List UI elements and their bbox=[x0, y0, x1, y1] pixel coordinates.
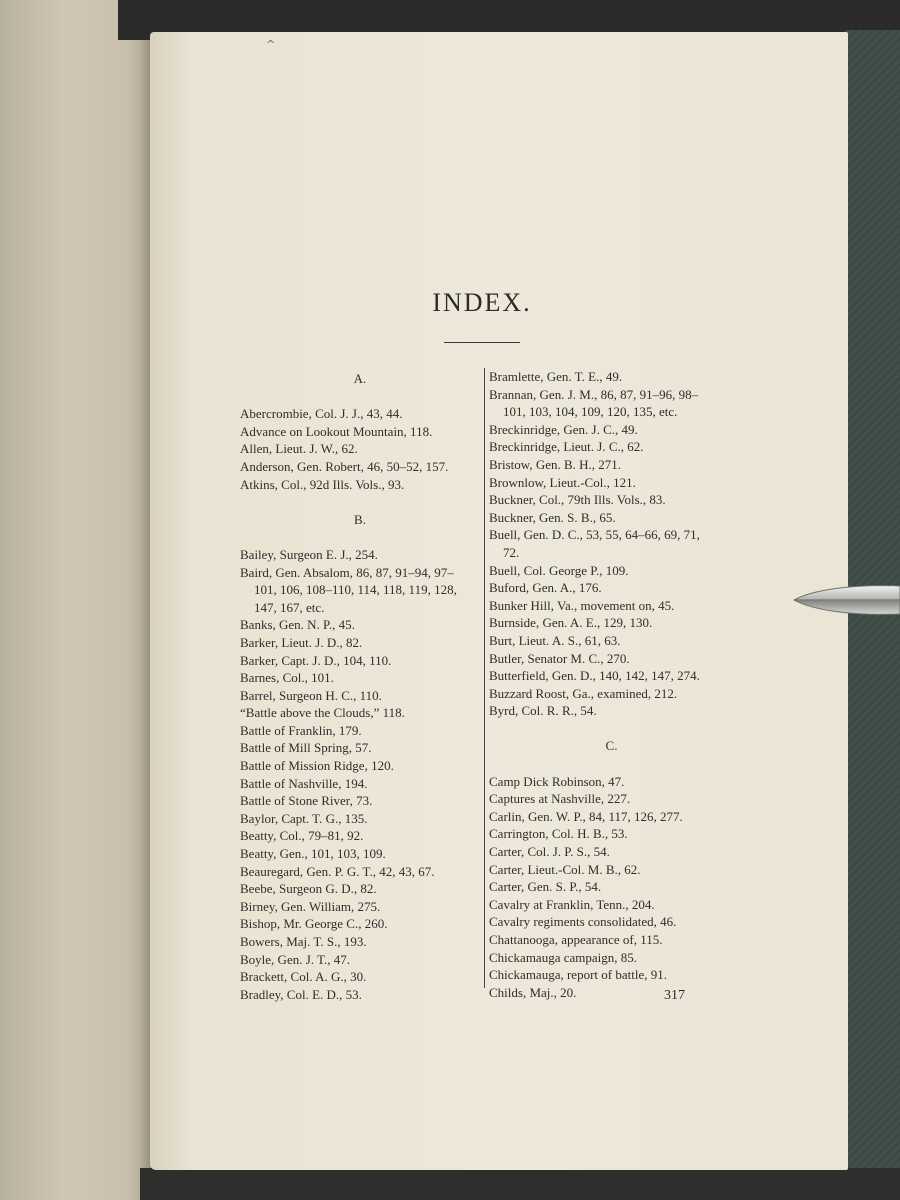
index-entry: Abercrombie, Col. J. J., 43, 44. bbox=[240, 406, 403, 422]
index-entry: Carter, Lieut.-Col. M. B., 62. bbox=[489, 861, 641, 877]
index-entry: Buckner, Col., 79th Ills. Vols., 83. bbox=[489, 492, 666, 508]
index-entry: Bowers, Maj. T. S., 193. bbox=[240, 934, 367, 949]
index-entry: Battle of Franklin, 179. bbox=[240, 722, 362, 738]
index-entry: Childs, Maj., 20. bbox=[489, 984, 577, 1000]
index-entry: Atkins, Col., 92d Ills. Vols., 93. bbox=[240, 476, 405, 492]
index-column-right bbox=[489, 368, 734, 1001]
index-entry: Anderson, Gen. Robert, 46, 50–52, 157. bbox=[240, 458, 449, 474]
index-entry: Carrington, Col. H. B., 53. bbox=[489, 826, 628, 842]
index-entry: Cavalry at Franklin, Tenn., 204. bbox=[489, 896, 655, 912]
section-heading: B. bbox=[354, 511, 366, 527]
index-entry: Breckinridge, Lieut. J. C., 62. bbox=[489, 439, 644, 455]
index-entry: Advance on Lookout Mountain, 118. bbox=[240, 423, 433, 439]
index-entry: Carter, Col. J. P. S., 54. bbox=[489, 844, 610, 860]
index-entry: Battle of Mill Spring, 57. bbox=[240, 740, 372, 756]
facing-page bbox=[0, 0, 160, 1200]
index-entry: Barrel, Surgeon H. C., 110. bbox=[240, 687, 382, 703]
index-entry: Birney, Gen. William, 275. bbox=[240, 898, 381, 914]
index-entry: Banks, Gen. N. P., 45. bbox=[240, 617, 355, 633]
index-entry: Bunker Hill, Va., movement on, 45. bbox=[489, 597, 675, 613]
index-entry: Buford, Gen. A., 176. bbox=[489, 580, 602, 596]
index-entry: Beebe, Surgeon G. D., 82. bbox=[240, 881, 377, 897]
index-entry: Boyle, Gen. J. T., 47. bbox=[240, 951, 351, 967]
index-entry: Brannan, Gen. J. M., 86, 87, 91–96, 98– 101, 103, 104, 109, 120, 135, etc. bbox=[489, 386, 699, 420]
index-entry: Buell, Col. George P., 109. bbox=[489, 562, 629, 578]
index-entry: Chattanooga, appearance of, 115. bbox=[489, 932, 663, 947]
index-entry: Cavalry regiments consolidated, 46. bbox=[489, 914, 677, 930]
page-title: INDEX. bbox=[432, 288, 532, 317]
index-entry: Bailey, Surgeon E. J., 254. bbox=[240, 546, 378, 562]
index-entry: Byrd, Col. R. R., 54. bbox=[489, 703, 597, 719]
index-entry: Battle of Mission Ridge, 120. bbox=[240, 758, 394, 774]
column-divider bbox=[484, 368, 485, 988]
index-entry: Carlin, Gen. W. P., 84, 117, 126, 277. bbox=[489, 808, 683, 824]
index-entry: Beatty, Gen., 101, 103, 109. bbox=[240, 846, 386, 862]
index-entry: Barker, Lieut. J. D., 82. bbox=[240, 634, 363, 650]
index-entry: Camp Dick Robinson, 47. bbox=[489, 773, 625, 789]
index-entry: Baylor, Capt. T. G., 135. bbox=[240, 810, 368, 826]
index-entry: Burt, Lieut. A. S., 61, 63. bbox=[489, 632, 621, 648]
index-entry: Burnside, Gen. A. E., 129, 130. bbox=[489, 615, 653, 631]
index-entry: Battle of Stone River, 73. bbox=[240, 793, 373, 809]
pencil-mark: ^ bbox=[266, 38, 276, 51]
title-rule bbox=[444, 342, 520, 343]
index-entry: Chickamauga campaign, 85. bbox=[489, 949, 638, 965]
index-entry: Bristow, Gen. B. H., 271. bbox=[489, 456, 622, 472]
index-entry: Butler, Senator M. C., 270. bbox=[489, 650, 630, 666]
index-entry: Brackett, Col. A. G., 30. bbox=[240, 969, 367, 985]
section-heading: C. bbox=[605, 738, 618, 754]
index-entry: Bishop, Mr. George C., 260. bbox=[240, 916, 388, 932]
index-entry: Barnes, Col., 101. bbox=[240, 670, 334, 686]
section-gap bbox=[240, 493, 480, 511]
index-entry: Buckner, Gen. S. B., 65. bbox=[489, 509, 616, 525]
background-bottom bbox=[140, 1168, 900, 1200]
index-entry: Carter, Gen. S. P., 54. bbox=[489, 879, 602, 895]
pen-bookmark-icon bbox=[792, 582, 900, 618]
page-number: 317 bbox=[664, 988, 685, 1003]
section-gap bbox=[489, 720, 734, 738]
index-entry: Buzzard Roost, Ga., examined, 212. bbox=[489, 685, 678, 701]
index-entry: Allen, Lieut. J. W., 62. bbox=[240, 441, 358, 457]
index-entry: Breckinridge, Gen. J. C., 49. bbox=[489, 421, 638, 437]
index-entry: Battle of Nashville, 194. bbox=[240, 775, 368, 791]
index-entry: “Battle above the Clouds,” 118. bbox=[240, 705, 405, 721]
index-entry: Bradley, Col. E. D., 53. bbox=[240, 986, 362, 1002]
index-entry: Brownlow, Lieut.-Col., 121. bbox=[489, 474, 636, 490]
index-entry: Buell, Gen. D. C., 53, 55, 64–66, 69, 71, 72. bbox=[489, 527, 700, 560]
index-entry: Beatty, Col., 79–81, 92. bbox=[240, 828, 364, 844]
index-entry: Bramlette, Gen. T. E., 49. bbox=[489, 369, 623, 384]
section-heading: A. bbox=[353, 371, 367, 386]
index-entry: Beauregard, Gen. P. G. T., 42, 43, 67. bbox=[240, 863, 435, 879]
index-entry: Butterfield, Gen. D., 140, 142, 147, 274. bbox=[489, 668, 700, 684]
index-entry: Barker, Capt. J. D., 104, 110. bbox=[240, 652, 392, 668]
index-column-left bbox=[240, 370, 480, 1003]
index-entry: Chickamauga, report of battle, 91. bbox=[489, 967, 667, 983]
index-entry: Captures at Nashville, 227. bbox=[489, 791, 631, 807]
index-entry: Baird, Gen. Absalom, 86, 87, 91–94, 97– 101, 106, 108–110, 114, 118, 119, 128, 147, 167, etc. bbox=[240, 564, 457, 615]
